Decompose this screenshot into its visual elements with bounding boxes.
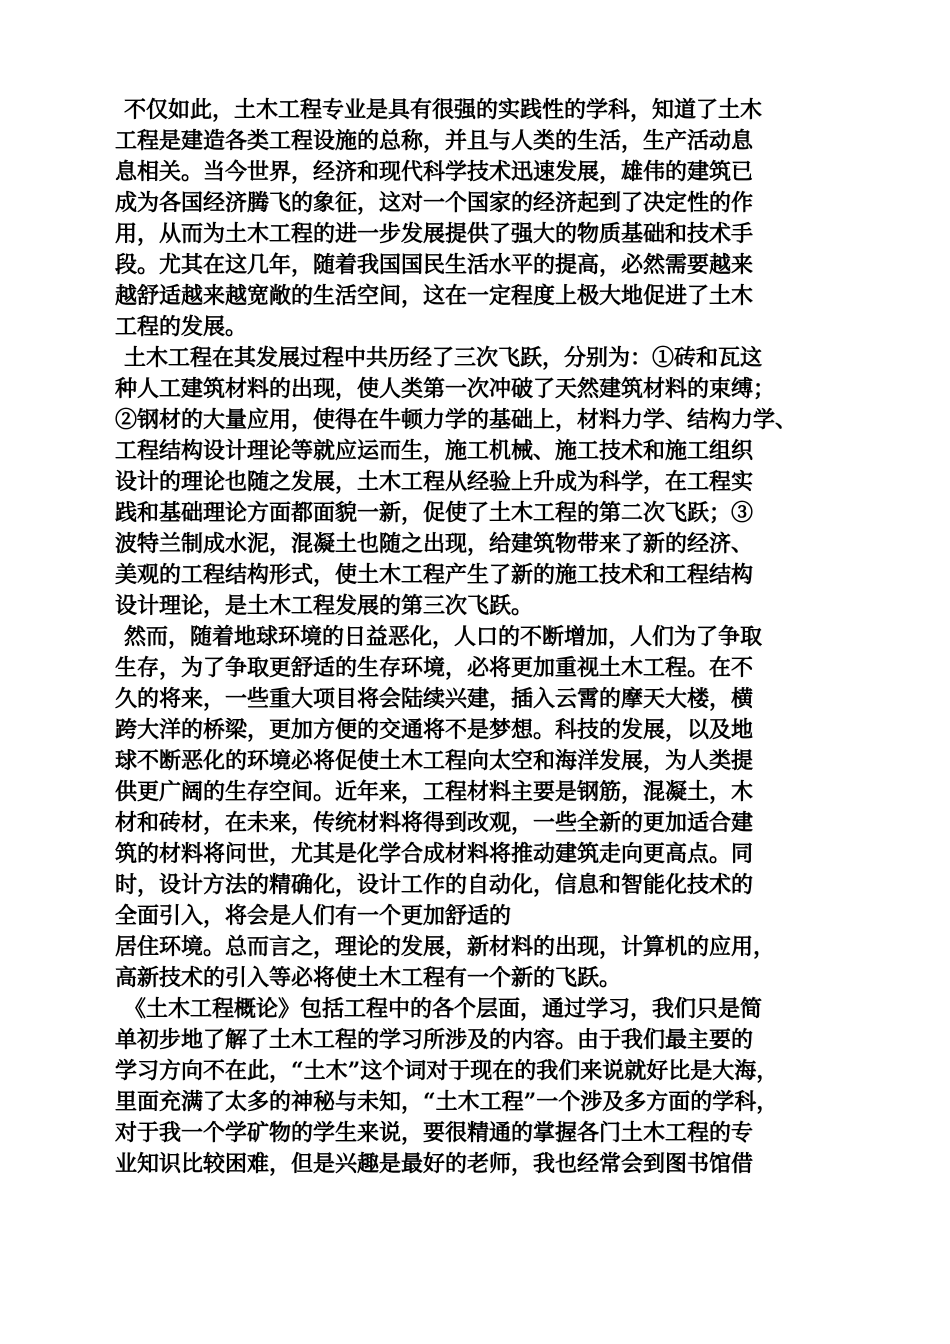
text-line: 时，设计方法的精确化，设计工作的自动化，信息和智能化技术的 <box>115 872 754 898</box>
text-line: 成为各国经济腾飞的象征，这对一个国家的经济起到了决定性的作 <box>115 190 754 216</box>
text-line: 居住环境。总而言之，理论的发展，新材料的出现，计算机的应用， <box>115 934 776 960</box>
text-line: 生存，为了争取更舒适的生存环境，必将更加重视土木工程。在不 <box>115 655 754 681</box>
text-line: 久的将来，一些重大项目将会陆续兴建，插入云霄的摩天大楼，横 <box>115 686 754 712</box>
text-line: 越舒适越来越宽敞的生活空间，这在一定程度上极大地促进了土木 <box>115 283 754 309</box>
text-line: 单初步地了解了土木工程的学习所涉及的内容。由于我们最主要的 <box>115 1027 754 1053</box>
text-line: 段。尤其在这几年，随着我国国民生活水平的提高，必然需要越来 <box>115 252 754 278</box>
text-line: 跨大洋的桥梁，更加方便的交通将不是梦想。科技的发展，以及地 <box>115 717 754 743</box>
text-line: 息相关。当今世界，经济和现代科学技术迅速发展，雄伟的建筑已 <box>115 159 754 185</box>
text-line: 筑的材料将问世，尤其是化学合成材料将推动建筑走向更高点。同 <box>115 841 754 867</box>
text-line: 业知识比较困难，但是兴趣是最好的老师，我也经常会到图书馆借 <box>115 1151 754 1177</box>
text-line: ②钢材的大量应用，使得在牛顿力学的基础上，材料力学、结构力学、 <box>115 407 798 433</box>
text-line: 用，从而为土木工程的进一步发展提供了强大的物质基础和技术手 <box>115 221 754 247</box>
text-line: 设计的理论也随之发展，土木工程从经验上升成为科学，在工程实 <box>115 469 754 495</box>
text-line: 对于我一个学矿物的学生来说，要很精通的掌握各门土木工程的专 <box>115 1120 754 1146</box>
text-line: 美观的工程结构形式，使土木工程产生了新的施工技术和工程结构 <box>115 562 754 588</box>
text-line: 土木工程在其发展过程中共历经了三次飞跃，分别为：①砖和瓦这 <box>124 345 763 371</box>
text-line: 《土木工程概论》包括工程中的各个层面，通过学习，我们只是简 <box>124 996 763 1022</box>
text-line: 供更广阔的生存空间。近年来，工程材料主要是钢筋，混凝土，木 <box>115 779 754 805</box>
text-line: 设计理论，是土木工程发展的第三次飞跃。 <box>115 593 534 619</box>
text-line: 工程是建造各类工程设施的总称，并且与人类的生活，生产活动息 <box>115 128 754 154</box>
text-line: 不仅如此，土木工程专业是具有很强的实践性的学科，知道了土木 <box>124 97 763 123</box>
text-line: 种人工建筑材料的出现，使人类第一次冲破了天然建筑材料的束缚； <box>115 376 776 402</box>
text-line: 波特兰制成水泥，混凝土也随之出现，给建筑物带来了新的经济、 <box>115 531 754 557</box>
text-line: 践和基础理论方面都面貌一新，促使了土木工程的第二次飞跃；③ <box>115 500 754 526</box>
text-line: 工程结构设计理论等就应运而生，施工机械、施工技术和施工组织 <box>115 438 754 464</box>
text-line: 全面引入，将会是人们有一个更加舒适的 <box>115 903 512 929</box>
text-line: 材和砖材，在未来，传统材料将得到改观，一些全新的更加适合建 <box>115 810 754 836</box>
text-line: 然而，随着地球环境的日益恶化，人口的不断增加，人们为了争取 <box>124 624 763 650</box>
text-line: 工程的发展。 <box>115 314 248 340</box>
text-line: 学习方向不在此，“土木”这个词对于现在的我们来说就好比是大海， <box>115 1058 779 1084</box>
text-line: 里面充满了太多的神秘与未知，“土木工程”一个涉及多方面的学科， <box>115 1089 779 1115</box>
text-line: 高新技术的引入等必将使土木工程有一个新的飞跃。 <box>115 965 622 991</box>
text-line: 球不断恶化的环境必将促使土木工程向太空和海洋发展，为人类提 <box>115 748 754 774</box>
